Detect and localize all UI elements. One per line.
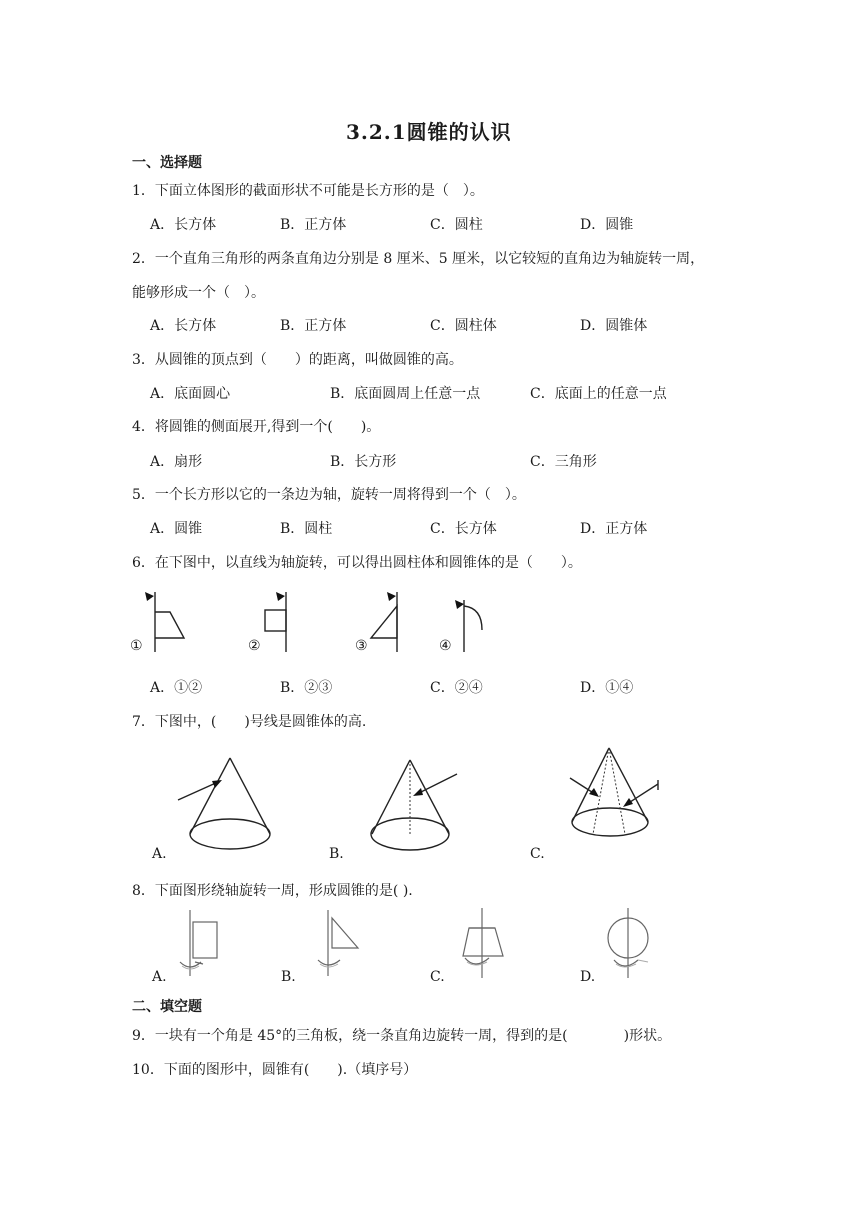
question-8-stem: 8．下面图形绕轴旋转一周，形成圆锥的是( ). bbox=[132, 883, 413, 899]
q7-cone-figure-c bbox=[565, 744, 665, 844]
arrow-icon bbox=[623, 798, 633, 807]
q6-figure-label-1: ① bbox=[130, 638, 143, 654]
question-4-option-b[interactable]: B．长方形 bbox=[330, 454, 397, 470]
question-9-stem: 9．一块有一个角是 45°的三角板，绕一条直角边旋转一周，得到的是( )形状。 bbox=[132, 1028, 672, 1044]
question-1-option-a[interactable]: A．长方体 bbox=[150, 217, 217, 233]
question-5-option-b[interactable]: B．圆柱 bbox=[280, 521, 333, 537]
question-3-option-a[interactable]: A．底面圆心 bbox=[150, 386, 231, 402]
flag-marker-icon bbox=[145, 592, 154, 601]
question-5-stem: 5．一个长方形以它的一条边为轴，旋转一周将得到一个（ ）。 bbox=[132, 487, 526, 503]
q8-label-c: C. bbox=[430, 969, 445, 985]
q6-figure-label-2: ② bbox=[248, 638, 261, 654]
q6-figure-label-3: ③ bbox=[355, 638, 368, 654]
question-6-option-b[interactable]: B．②③ bbox=[280, 680, 333, 696]
q8-label-b: B. bbox=[281, 969, 296, 985]
question-1-option-b[interactable]: B．正方体 bbox=[280, 217, 347, 233]
q7-cone-figure-b bbox=[365, 752, 465, 854]
q6-figure-2-rectangle bbox=[262, 592, 302, 652]
question-6-stem: 6．在下图中，以直线为轴旋转，可以得出圆柱体和圆锥体的是（ ）。 bbox=[132, 555, 582, 571]
question-4-option-c[interactable]: C．三角形 bbox=[530, 454, 597, 470]
q6-figure-label-4: ④ bbox=[439, 638, 452, 654]
q8-figure-c-trapezoid bbox=[455, 906, 515, 978]
question-1-option-d[interactable]: D．圆锥 bbox=[580, 217, 634, 233]
question-3-option-c[interactable]: C．底面上的任意一点 bbox=[530, 386, 667, 402]
arrow-icon bbox=[589, 788, 599, 797]
q8-figure-a-rectangle bbox=[175, 906, 225, 978]
q6-figure-3-triangle bbox=[368, 592, 408, 652]
question-6-option-a[interactable]: A．①② bbox=[150, 680, 203, 696]
question-2-option-b[interactable]: B．正方体 bbox=[280, 318, 347, 334]
question-5-option-c[interactable]: C．长方体 bbox=[430, 521, 497, 537]
q8-label-d: D. bbox=[580, 969, 596, 985]
q7-label-a: A. bbox=[152, 846, 167, 862]
flag-marker-icon bbox=[455, 600, 464, 609]
q8-figure-b-triangle bbox=[310, 906, 370, 978]
question-6-option-c[interactable]: C．②④ bbox=[430, 680, 483, 696]
flag-marker-icon bbox=[276, 592, 285, 601]
q7-label-c: C. bbox=[530, 846, 545, 862]
q8-label-a: A. bbox=[152, 969, 167, 985]
arrow-icon bbox=[212, 780, 222, 788]
question-4-stem: 4．将圆锥的侧面展开,得到一个( )。 bbox=[132, 419, 381, 435]
section-heading-fill: 二、填空题 bbox=[132, 999, 202, 1015]
question-7-stem: 7．下图中，( )号线是圆锥体的高. bbox=[132, 714, 367, 730]
q6-figure-1-trapezoid bbox=[140, 592, 190, 652]
question-1-option-c[interactable]: C．圆柱 bbox=[430, 217, 483, 233]
question-2-option-c[interactable]: C．圆柱体 bbox=[430, 318, 497, 334]
question-2-stem-line2: 能够形成一个（ ）。 bbox=[132, 285, 265, 301]
section-heading-choice: 一、选择题 bbox=[132, 155, 202, 171]
q7-label-b: B. bbox=[329, 846, 344, 862]
q6-figure-4-arc bbox=[452, 592, 492, 652]
question-5-option-d[interactable]: D．正方体 bbox=[580, 521, 648, 537]
question-3-stem: 3．从圆锥的顶点到（ ）的距离，叫做圆锥的高。 bbox=[132, 352, 463, 368]
question-3-option-b[interactable]: B．底面圆周上任意一点 bbox=[330, 386, 481, 402]
question-2-stem-line1: 2．一个直角三角形的两条直角边分别是 8 厘米、5 厘米，以它较短的直角边为轴旋转一周， bbox=[132, 251, 705, 267]
q7-cone-figure-a bbox=[170, 752, 280, 854]
question-6-option-d[interactable]: D．①④ bbox=[580, 680, 634, 696]
page-title: 3.2.1圆锥的认识 bbox=[346, 120, 512, 144]
question-4-option-a[interactable]: A．扇形 bbox=[150, 454, 203, 470]
question-2-option-a[interactable]: A．长方体 bbox=[150, 318, 217, 334]
q8-figure-d-circle bbox=[600, 906, 660, 978]
question-10-stem: 10．下面的图形中，圆锥有( ).（填序号） bbox=[132, 1062, 418, 1078]
arrow-icon bbox=[413, 788, 423, 796]
flag-marker-icon bbox=[387, 592, 396, 601]
question-1-stem: 1．下面立体图形的截面形状不可能是长方形的是（ ）。 bbox=[132, 183, 484, 199]
question-2-option-d[interactable]: D．圆锥体 bbox=[580, 318, 648, 334]
question-5-option-a[interactable]: A．圆锥 bbox=[150, 521, 203, 537]
